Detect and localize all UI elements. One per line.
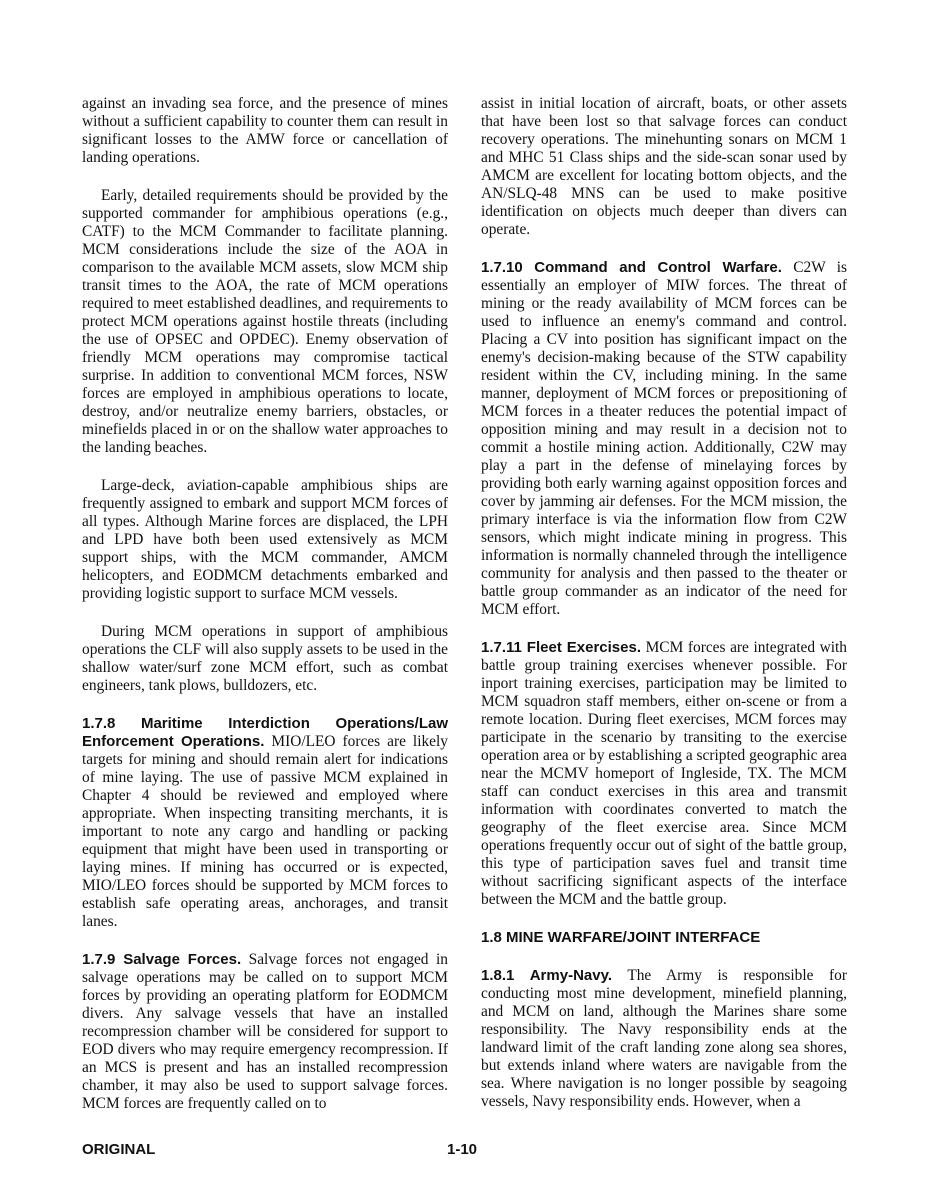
section-heading: 1.7.8 Maritime Interdiction Operations/Law Enforcement Operations. xyxy=(82,715,448,750)
section-heading: 1.7.10 Command and Control Warfare. xyxy=(481,259,782,276)
section-1-7-9: 1.7.9 Salvage Forces. Salvage forces not engaged in salvage operations may be called on to support MCM forces by providing an operating platform for EODMCM divers. Any salvage vessels that have an installed recompression chamber will be considered for support to EOD divers who may require emergency recompression. If an MCS is present and has an installed recompression chamber, it may also be used to support salvage forces. MCM forces are frequently called on to xyxy=(82,951,448,1112)
left-column xyxy=(82,95,448,1133)
section-1-7-10: 1.7.10 Command and Control Warfare. C2W is essentially an employer of MIW forces. The threat of mining or the ready availability of MCM forces can be used to influence an enemy's command and control. Placing a CV into position has significant impact on the enemy's decision-making because of the STW capability resident within the CV, including mining. In the same manner, deployment of MCM forces or prepositioning of MCM forces in a theater reduces the potential impact of opposition mining and may result in a decision not to commit a hostile mining action. Additionally, C2W may play a part in the defense of minelaying forces by providing both early warning against opposition forces and cover by jamming air defenses. For the MCM mission, the primary interface is via the information flow from C2W sensors, which might indicate mining in progress. This information is normally channeled through the intelligence community for analysis and then passed to the theater or battle group commander as an indicator of the need for MCM effort. xyxy=(481,259,847,618)
section-1-7-11: 1.7.11 Fleet Exercises. MCM forces are integrated with battle group training exercises whenever possible. For inport training exercises, participation may be limited to MCM squadron staff members, either on-scene or from a remote location. During fleet exercises, MCM forces may participate in the scenario by transiting to the exercise operation area or by establishing a scripted geographic area near the MCMV homeport of Ingleside, TX. The MCM staff can conduct exercises in this area and transmit information with coordinates converted to match the geography of the fleet exercise area. Since MCM operations frequently occur out of sight of the battle group, this type of participation saves fuel and transit time without sacrificing significant aspects of the interface between the MCM and the battle group. xyxy=(481,639,848,908)
section-heading: 1.8.1 Army-Navy. xyxy=(481,967,612,984)
footer-original: ORIGINAL xyxy=(82,1141,156,1158)
section-1-8-1: 1.8.1 Army-Navy. The Army is responsible for conducting most mine development, minefield planning, and MCM on land, although the Marines share some responsibility. The Navy responsibility ends at the landward limit of the craft landing zone along sea shores, but extends inland where waters are navigable from the sea. Where navigation is no longer possible by seagoing vessels, Navy responsibility ends. However, when a xyxy=(481,967,847,1110)
paragraph: Early, detailed requirements should be provided by the supported commander for amphibious operations (e.g., CATF) to the MCM Commander to facilitate planning. MCM considerations include the size of the AOA in comparison to the available MCM assets, slow MCM ship transit times to the AOA, the rate of MCM operations required to meet established deadlines, and requirements to protect MCM operations against hostile threats (including the use of OPSEC and OPDEC). Enemy observation of friendly MCM operations may compromise tactical surprise. In addition to conventional MCM forces, NSW forces are employed in amphibious operations to locate, destroy, and/or neutralize enemy barriers, obstacles, or minefields placed in or on the shallow water approaches to the landing beaches. xyxy=(82,187,448,456)
right-column xyxy=(481,95,847,1131)
section-heading: 1.7.9 Salvage Forces. xyxy=(82,951,242,968)
page-number: 1-10 xyxy=(447,1141,478,1158)
section-1-8-heading: 1.8 MINE WARFARE/JOINT INTERFACE xyxy=(481,929,761,946)
section-heading: 1.7.11 Fleet Exercises. xyxy=(481,639,641,656)
paragraph: against an invading sea force, and the presence of mines without a sufficient capability to counter them can result in significant losses to the AMW force or cancellation of landing operations. xyxy=(82,95,448,166)
paragraph: Large-deck, aviation-capable amphibious ships are frequently assigned to embark and support MCM forces of all types. Although Marine forces are displaced, the LPH and LPD have both been used extensively as MCM support ships, with the MCM commander, AMCM helicopters, and EODMCM detachments embarked and providing logistic support to surface MCM vessels. xyxy=(82,477,448,602)
paragraph: assist in initial location of aircraft, boats, or other assets that have been lost so that salvage forces can conduct recovery operations. The minehunting sonars on MCM 1 and MHC 51 Class ships and the side-scan sonar used by AMCM are excellent for locating bottom objects, and the AN/SLQ-48 MNS can be used to make positive identification on objects much deeper than divers can operate. xyxy=(481,95,847,238)
section-1-7-8: 1.7.8 Maritime Interdiction Operations/Law Enforcement Operations. MIO/LEO forces are likely targets for mining and should remain alert for indications of mine laying. The use of passive MCM explained in Chapter 4 should be reviewed and employed where appropriate. When inspecting transiting merchants, it is important to note any cargo and handling or packing equipment that might have been used in transporting or laying mines. If mining has occurred or is expected, MIO/LEO forces should be supported by MCM forces to establish safe operating areas, anchorages, and transit lanes. xyxy=(82,715,448,930)
paragraph: During MCM operations in support of amphibious operations the CLF will also supply assets to be used in the shallow water/surf zone MCM effort, such as combat engineers, tank plows, bulldozers, etc. xyxy=(82,623,448,694)
